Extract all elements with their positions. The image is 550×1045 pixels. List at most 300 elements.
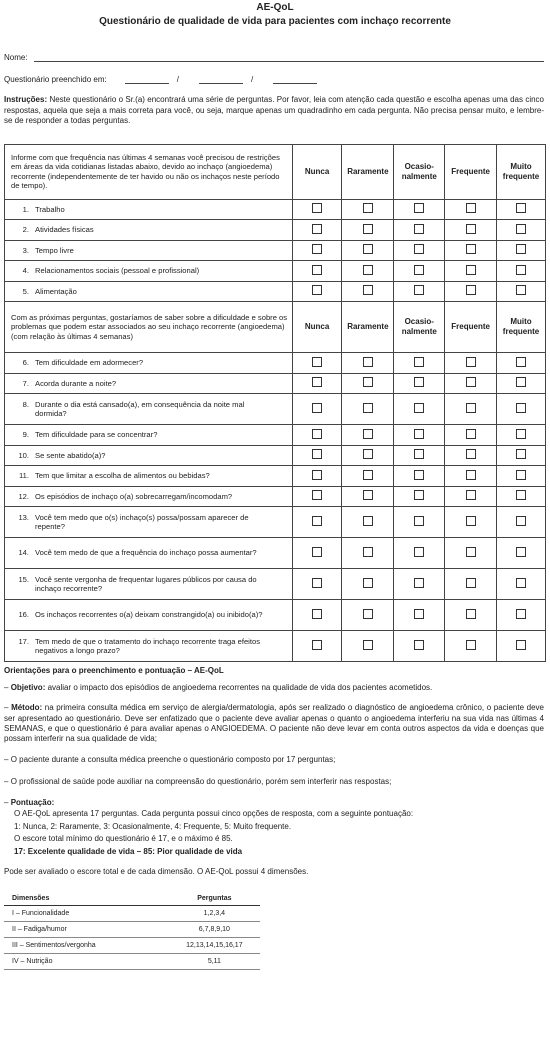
instructions-text: Neste questionário o Sr.(a) encontrará uma série de perguntas. Por favor, leia com atenção cada questão e escolha apenas uma das cinco respostas, aquela que seja a mais correta para você, ou seja, marque apenas um quadradinho em cada pergunta. Não precisa pensar muito, e lembre-se de responder a todas perguntas. <box>4 95 544 125</box>
method-text: na primeira consulta médica em serviço de alergia/dermatologia, após ser realizado o diagnóstico de angioedema crônico, o paciente deve ser apresentado ao questionário. Deve ser enfatizado que o paciente deve avaliar apenas o quanto o angioedema interferiu na sua vida nas últimas 4 SEMANAS, e que o questionário é para avaliar apenas o ANGIOEDEMA. O paciente não deve levar em conta outros aspectos da vida e doenças que possam interferir na sua qualidade de vida; <box>4 703 544 744</box>
answer-checkbox[interactable] <box>466 265 476 275</box>
document-subtitle: Questionário de qualidade de vida para pacientes com inchaço recorrente <box>99 16 451 27</box>
date-separator: / <box>250 75 254 84</box>
question-row <box>5 425 546 446</box>
answer-checkbox[interactable] <box>414 224 424 234</box>
question-cell <box>5 600 293 631</box>
answer-checkbox[interactable] <box>363 490 373 500</box>
answer-checkbox[interactable] <box>312 640 322 650</box>
response-option-header: Nunca <box>292 144 342 199</box>
question-number: 4. <box>22 266 29 275</box>
answer-checkbox[interactable] <box>312 490 322 500</box>
method-bullet <box>4 703 546 744</box>
answer-checkbox[interactable] <box>414 377 424 387</box>
question-text: Atividades físicas <box>35 225 94 234</box>
questions-header: Perguntas <box>129 895 260 906</box>
answer-cell <box>292 507 342 538</box>
answer-checkbox[interactable] <box>363 429 373 439</box>
answer-cell <box>342 569 394 600</box>
answer-cell <box>342 261 394 282</box>
question-number: 16. <box>18 610 29 620</box>
answer-cell <box>394 631 445 662</box>
question-number: 12. <box>18 491 29 501</box>
method-label: Método: <box>11 703 43 713</box>
answer-checkbox[interactable] <box>414 403 424 413</box>
answer-checkbox[interactable] <box>414 490 424 500</box>
date-year-line[interactable] <box>273 75 317 84</box>
answer-cell <box>342 631 394 662</box>
answer-checkbox[interactable] <box>363 516 373 526</box>
answer-checkbox[interactable] <box>312 516 322 526</box>
answer-cell <box>292 240 342 261</box>
question-text: Tem dificuldade em adormecer? <box>35 358 144 367</box>
answer-checkbox[interactable] <box>516 640 526 650</box>
answer-cell <box>497 373 546 394</box>
answer-checkbox[interactable] <box>466 547 476 557</box>
answer-checkbox[interactable] <box>516 547 526 557</box>
answer-cell <box>497 507 546 538</box>
answer-cell <box>445 425 497 446</box>
date-day-line[interactable] <box>125 75 169 84</box>
question-text: Se sente abatido(a)? <box>35 450 106 460</box>
answer-cell <box>394 373 445 394</box>
question-text: Tem que limitar a escolha de alimentos ou bebidas? <box>35 471 210 480</box>
question-number: 10. <box>18 450 29 460</box>
answer-checkbox[interactable] <box>312 547 322 557</box>
answer-cell <box>445 507 497 538</box>
section-intro: Com as próximas perguntas, gostaríamos de saber sobre a dificuldade e sobre os problemas que podem estar associados ao seu inchaço recorrente (angioedema) (com relação às últimas 4 semanas) <box>5 302 293 353</box>
answer-cell <box>292 538 342 569</box>
question-cell <box>5 199 293 220</box>
answer-checkbox[interactable] <box>312 609 322 619</box>
dimensions-table <box>4 895 260 970</box>
question-text: Tem dificuldade para se concentrar? <box>35 430 158 439</box>
answer-cell <box>394 486 445 507</box>
question-cell <box>5 281 293 302</box>
answer-cell <box>394 281 445 302</box>
answer-cell <box>394 569 445 600</box>
answer-checkbox[interactable] <box>363 578 373 588</box>
question-cell <box>5 569 293 600</box>
response-option-header: Raramente <box>342 144 394 199</box>
dimension-row <box>4 938 260 954</box>
answer-cell <box>342 425 394 446</box>
question-number: 13. <box>18 512 29 522</box>
question-text: Trabalho <box>35 204 65 214</box>
section-header-row <box>5 302 546 353</box>
answer-cell <box>497 538 546 569</box>
answer-checkbox[interactable] <box>414 357 424 367</box>
question-row <box>5 240 546 261</box>
instructions-label: Instruções: <box>4 95 48 104</box>
response-option-header: Raramente <box>342 302 394 353</box>
dimension-name: III – Sentimentos/vergonha <box>4 938 129 954</box>
answer-cell <box>292 353 342 374</box>
answer-checkbox[interactable] <box>414 547 424 557</box>
question-number: 6. <box>22 358 29 367</box>
dimensions-intro: Pode ser avaliado o escore total e de cada dimensão. O AE-QoL possui 4 dimensões. <box>4 867 309 877</box>
question-row <box>5 466 546 487</box>
answer-cell <box>497 353 546 374</box>
question-row <box>5 220 546 241</box>
answer-checkbox[interactable] <box>363 203 373 213</box>
helper-bullet <box>4 777 546 787</box>
answer-checkbox[interactable] <box>363 285 373 295</box>
answer-cell <box>342 466 394 487</box>
answer-cell <box>292 445 342 466</box>
answer-cell <box>342 240 394 261</box>
answer-cell <box>497 486 546 507</box>
name-field-row <box>4 50 546 62</box>
instructions <box>4 95 546 127</box>
answer-checkbox[interactable] <box>414 609 424 619</box>
orientation-title: Orientações para o preenchimento e pontuação – AE-QoL <box>4 666 224 675</box>
answer-cell <box>342 538 394 569</box>
question-cell <box>5 507 293 538</box>
answer-checkbox[interactable] <box>363 403 373 413</box>
dimension-row <box>4 906 260 922</box>
score-line: 17: Excelente qualidade de vida – 85: Pior qualidade de vida <box>14 846 243 856</box>
answer-checkbox[interactable] <box>516 403 526 413</box>
response-option-header: Ocasio- nalmente <box>394 144 445 199</box>
answer-checkbox[interactable] <box>516 203 526 213</box>
answer-checkbox[interactable] <box>516 470 526 480</box>
answer-checkbox[interactable] <box>363 265 373 275</box>
score-line: O AE-QoL apresenta 17 perguntas. Cada pergunta possui cinco opções de resposta, com a seguinte pontuação: <box>14 809 414 819</box>
answer-checkbox[interactable] <box>516 377 526 387</box>
question-row <box>5 281 546 302</box>
answer-checkbox[interactable] <box>363 547 373 557</box>
answer-checkbox[interactable] <box>414 265 424 275</box>
answer-checkbox[interactable] <box>516 224 526 234</box>
question-text: Os inchaços recorrentes o(a) deixam constrangido(a) ou inibido(a)? <box>35 610 263 620</box>
question-number: 7. <box>22 378 29 388</box>
question-number: 9. <box>22 430 29 439</box>
answer-cell <box>342 199 394 220</box>
score-line: O escore total mínimo do questionário é 17, e o máximo é 85. <box>14 834 233 844</box>
answer-checkbox[interactable] <box>516 244 526 254</box>
answer-checkbox[interactable] <box>312 203 322 213</box>
answer-checkbox[interactable] <box>312 357 322 367</box>
dimension-name: II – Fadiga/humor <box>4 922 129 938</box>
question-row <box>5 631 546 662</box>
question-cell <box>5 220 293 241</box>
answer-checkbox[interactable] <box>466 609 476 619</box>
question-number: 15. <box>18 574 29 584</box>
answer-checkbox[interactable] <box>312 244 322 254</box>
answer-cell <box>394 538 445 569</box>
answer-cell <box>342 353 394 374</box>
document-title: AE-QoL <box>256 2 294 13</box>
answer-cell <box>342 394 394 425</box>
dimension-questions: 6,7,8,9,10 <box>129 922 260 938</box>
answer-checkbox[interactable] <box>363 640 373 650</box>
question-number: 11. <box>19 471 29 480</box>
answer-cell <box>497 425 546 446</box>
answer-cell <box>497 569 546 600</box>
question-row <box>5 394 546 425</box>
answer-cell <box>445 220 497 241</box>
answer-cell <box>394 353 445 374</box>
question-cell <box>5 486 293 507</box>
objective-text: avaliar o impacto dos episódios de angioedema recorrentes na qualidade de vida dos pacientes acometidos. <box>45 683 433 692</box>
answer-checkbox[interactable] <box>414 244 424 254</box>
answer-cell <box>292 425 342 446</box>
answer-cell <box>292 261 342 282</box>
answer-cell <box>497 261 546 282</box>
answer-checkbox[interactable] <box>466 640 476 650</box>
question-number: 3. <box>22 245 29 255</box>
answer-checkbox[interactable] <box>516 609 526 619</box>
answer-checkbox[interactable] <box>312 449 322 459</box>
answer-cell <box>445 538 497 569</box>
answer-cell <box>497 394 546 425</box>
bullet4-text: O profissional de saúde pode auxiliar na compreensão do questionário, porém sem interferir nas respostas; <box>10 776 392 786</box>
question-cell <box>5 353 293 374</box>
response-option-header: Ocasio- nalmente <box>394 302 445 353</box>
answer-cell <box>445 445 497 466</box>
question-cell <box>5 261 293 282</box>
answer-cell <box>445 199 497 220</box>
answer-checkbox[interactable] <box>363 224 373 234</box>
answer-cell <box>497 631 546 662</box>
question-cell <box>5 373 293 394</box>
question-cell <box>5 394 293 425</box>
answer-cell <box>445 569 497 600</box>
question-row <box>5 486 546 507</box>
answer-cell <box>394 261 445 282</box>
answer-checkbox[interactable] <box>466 357 476 367</box>
answer-checkbox[interactable] <box>414 516 424 526</box>
answer-checkbox[interactable] <box>516 578 526 588</box>
question-text: Você tem medo de que a frequência do inchaço possa aumentar? <box>35 548 257 558</box>
answer-cell <box>445 486 497 507</box>
dimension-name: I – Funcionalidade <box>4 906 129 922</box>
dimension-row <box>4 922 260 938</box>
question-row <box>5 373 546 394</box>
objective-bullet <box>4 683 546 693</box>
answer-cell <box>394 466 445 487</box>
section-header-row <box>5 144 546 199</box>
answer-cell <box>342 220 394 241</box>
answer-cell <box>292 466 342 487</box>
answer-checkbox[interactable] <box>363 470 373 480</box>
answer-checkbox[interactable] <box>466 285 476 295</box>
answer-checkbox[interactable] <box>466 244 476 254</box>
question-row <box>5 569 546 600</box>
bullet-dash: – <box>4 798 9 808</box>
answer-checkbox[interactable] <box>363 377 373 387</box>
question-text: Você sente vergonha de frequentar lugares públicos por causa do inchaço recorrente? <box>35 574 257 593</box>
answer-checkbox[interactable] <box>466 429 476 439</box>
answer-checkbox[interactable] <box>363 609 373 619</box>
answer-cell <box>445 261 497 282</box>
dimension-row <box>4 954 260 970</box>
section-intro: Informe com que frequência nas últimas 4 semanas você precisou de restrições em áreas da vida cotidianas listadas abaixo, devido ao inchaço (angioedema) recorrente (independentemente de ter havido ou não os inchaços neste período de tempo). <box>5 144 293 199</box>
question-text: Acorda durante a noite? <box>35 378 117 388</box>
answer-checkbox[interactable] <box>516 265 526 275</box>
answer-cell <box>292 220 342 241</box>
answer-checkbox[interactable] <box>466 578 476 588</box>
answer-cell <box>292 373 342 394</box>
question-cell <box>5 538 293 569</box>
date-label: Questionário preenchido em: <box>4 75 107 84</box>
answer-checkbox[interactable] <box>516 357 526 367</box>
answer-cell <box>292 631 342 662</box>
answer-checkbox[interactable] <box>414 203 424 213</box>
answer-cell <box>445 353 497 374</box>
objective-label: Objetivo: <box>10 683 46 692</box>
question-row <box>5 199 546 220</box>
response-option-header: Frequente <box>445 302 497 353</box>
answer-checkbox[interactable] <box>466 377 476 387</box>
answer-cell <box>445 373 497 394</box>
answer-cell <box>445 240 497 261</box>
answer-cell <box>394 445 445 466</box>
question-text: Os episódios de inchaço o(a) sobrecarregam/incomodam? <box>35 491 233 501</box>
question-number: 8. <box>22 399 29 409</box>
name-label: Nome: <box>4 53 28 62</box>
answer-checkbox[interactable] <box>516 429 526 439</box>
question-number: 17. <box>18 636 29 646</box>
answer-cell <box>342 600 394 631</box>
date-field-row <box>4 72 546 84</box>
answer-checkbox[interactable] <box>414 285 424 295</box>
answer-cell <box>292 281 342 302</box>
score-line: 1: Nunca, 2: Raramente, 3: Ocasionalmente, 4: Frequente, 5: Muito frequente. <box>14 821 292 831</box>
answer-checkbox[interactable] <box>312 377 322 387</box>
answer-checkbox[interactable] <box>312 578 322 588</box>
answer-checkbox[interactable] <box>414 578 424 588</box>
dimension-questions: 5,11 <box>129 954 260 970</box>
answer-cell <box>342 486 394 507</box>
question-text: Tem medo de que o tratamento do inchaço recorrente traga efeitos negativos a longo prazo? <box>35 636 260 655</box>
answer-cell <box>445 600 497 631</box>
answer-cell <box>394 507 445 538</box>
answer-checkbox[interactable] <box>363 357 373 367</box>
answer-checkbox[interactable] <box>466 449 476 459</box>
answer-cell <box>342 281 394 302</box>
date-separator: / <box>176 75 179 84</box>
name-input-line[interactable] <box>34 53 544 62</box>
answer-cell <box>292 569 342 600</box>
answer-checkbox[interactable] <box>312 285 322 295</box>
answer-checkbox[interactable] <box>312 470 322 480</box>
answer-cell <box>497 281 546 302</box>
dimension-questions: 1,2,3,4 <box>129 906 260 922</box>
answer-checkbox[interactable] <box>466 490 476 500</box>
answer-cell <box>292 394 342 425</box>
answer-cell <box>497 445 546 466</box>
date-month-line[interactable] <box>199 75 243 84</box>
answer-cell <box>445 631 497 662</box>
answer-checkbox[interactable] <box>414 640 424 650</box>
bullet3-text: O paciente durante a consulta médica preenche o questionário composto por 17 perguntas; <box>10 755 336 765</box>
answer-cell <box>342 445 394 466</box>
answer-checkbox[interactable] <box>466 403 476 413</box>
answer-checkbox[interactable] <box>466 224 476 234</box>
question-number: 5. <box>22 286 29 296</box>
answer-cell <box>497 466 546 487</box>
question-text: Você tem medo que o(s) inchaço(s) possa/possam aparecer de repente? <box>35 512 249 531</box>
answer-cell <box>342 507 394 538</box>
answer-checkbox[interactable] <box>466 516 476 526</box>
answer-checkbox[interactable] <box>414 470 424 480</box>
answer-checkbox[interactable] <box>516 516 526 526</box>
answer-checkbox[interactable] <box>516 449 526 459</box>
answer-checkbox[interactable] <box>312 265 322 275</box>
answer-cell <box>497 199 546 220</box>
questionnaire-table <box>4 144 546 663</box>
answer-cell <box>292 486 342 507</box>
answer-checkbox[interactable] <box>363 449 373 459</box>
answer-cell <box>445 394 497 425</box>
question-row <box>5 538 546 569</box>
answer-checkbox[interactable] <box>516 285 526 295</box>
response-option-header: Frequente <box>445 144 497 199</box>
answer-cell <box>342 373 394 394</box>
question-row <box>5 445 546 466</box>
answer-cell <box>445 466 497 487</box>
answer-cell <box>497 600 546 631</box>
question-row <box>5 353 546 374</box>
question-number: 1. <box>22 204 29 214</box>
answer-cell <box>445 281 497 302</box>
answer-cell <box>292 600 342 631</box>
bullet-dash: – <box>4 703 9 713</box>
answer-cell <box>394 199 445 220</box>
answer-checkbox[interactable] <box>414 429 424 439</box>
answer-checkbox[interactable] <box>363 244 373 254</box>
score-bullet <box>4 798 546 808</box>
answer-cell <box>497 220 546 241</box>
score-label: Pontuação: <box>10 798 55 808</box>
question-text: Alimentação <box>35 286 77 296</box>
question-number: 14. <box>18 548 29 558</box>
response-option-header: Nunca <box>292 302 342 353</box>
question-row <box>5 261 546 282</box>
question-cell <box>5 466 293 487</box>
answer-checkbox[interactable] <box>516 490 526 500</box>
question-number: 2. <box>22 225 29 234</box>
question-cell <box>5 631 293 662</box>
answer-checkbox[interactable] <box>312 224 322 234</box>
dimension-name: IV – Nutrição <box>4 954 129 970</box>
answer-cell <box>394 240 445 261</box>
dimensions-header: Dimensões <box>4 895 129 906</box>
answer-cell <box>292 199 342 220</box>
question-cell <box>5 445 293 466</box>
answer-cell <box>394 600 445 631</box>
response-option-header: Muito frequente <box>497 144 546 199</box>
answer-checkbox[interactable] <box>466 203 476 213</box>
response-option-header: Muito frequente <box>497 302 546 353</box>
question-cell <box>5 240 293 261</box>
answer-checkbox[interactable] <box>414 449 424 459</box>
answer-cell <box>394 394 445 425</box>
question-row <box>5 507 546 538</box>
question-text: Relacionamentos sociais (pessoal e profissional) <box>35 266 200 275</box>
answer-cell <box>394 220 445 241</box>
bullet-dash: – <box>4 755 9 765</box>
answer-checkbox[interactable] <box>312 429 322 439</box>
question-cell <box>5 425 293 446</box>
answer-checkbox[interactable] <box>466 470 476 480</box>
question-row <box>5 600 546 631</box>
answer-checkbox[interactable] <box>312 403 322 413</box>
bullet-dash: – <box>4 776 9 786</box>
answer-cell <box>497 240 546 261</box>
